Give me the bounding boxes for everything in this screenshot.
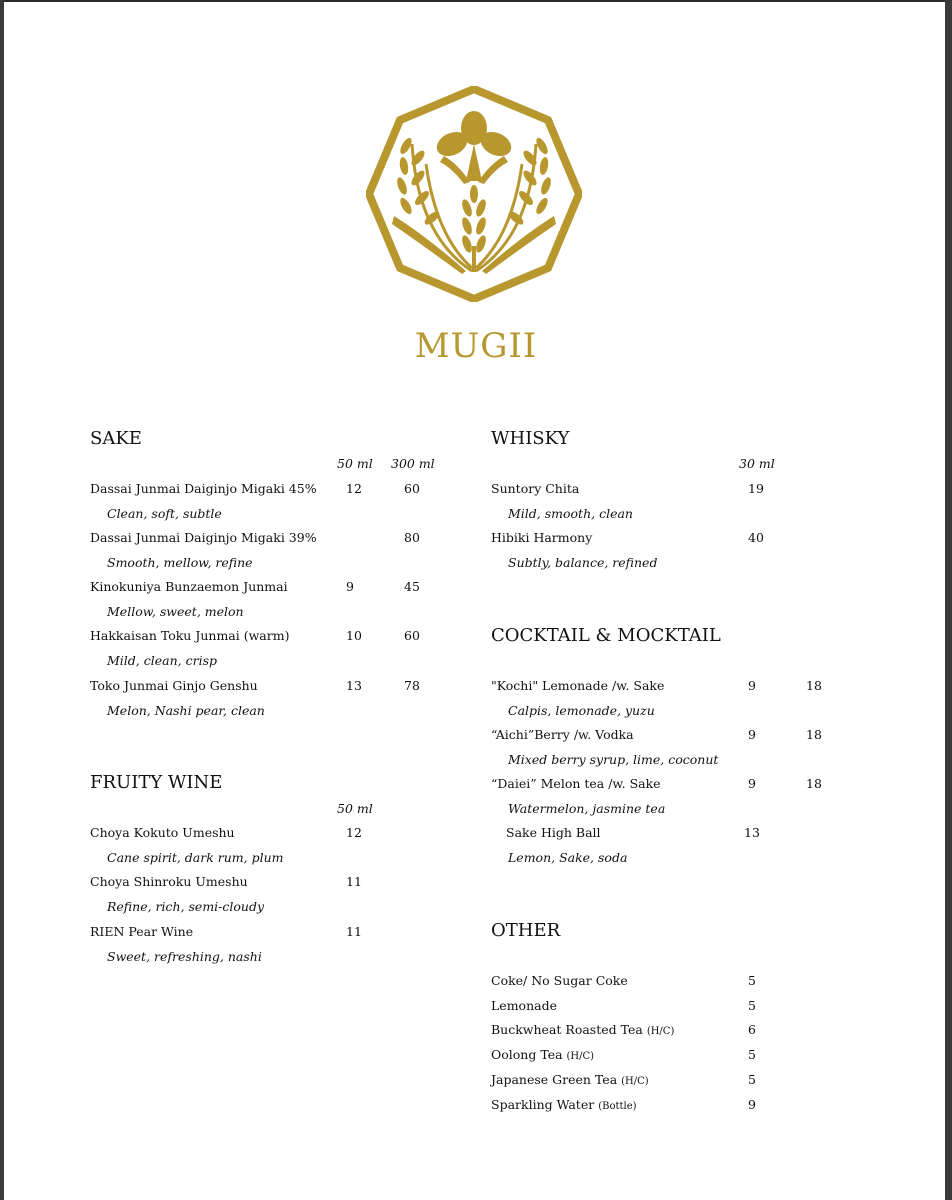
sake-item-price-300ml: 60 bbox=[404, 481, 420, 496]
fruity-wine-item-name: Choya Shinroku Umeshu bbox=[90, 874, 248, 889]
sake-item-price-50ml: 12 bbox=[346, 481, 362, 496]
whisky-item-price: 40 bbox=[748, 530, 764, 545]
other-section-title: OTHER bbox=[491, 920, 561, 941]
fruity-wine-item-price: 11 bbox=[346, 924, 362, 939]
fruity-wine-item-note: Sweet, refreshing, nashi bbox=[107, 949, 262, 964]
sake-item-price-50ml: 9 bbox=[346, 579, 354, 594]
sake-section-title: SAKE bbox=[90, 428, 142, 449]
sake-item-price-300ml: 60 bbox=[404, 628, 420, 643]
other-item bbox=[491, 1047, 594, 1062]
cocktail-item-price-with: 9 bbox=[748, 678, 756, 693]
sake-item-name: Kinokuniya Bunzaemon Junmai bbox=[90, 579, 288, 594]
mugii-crest-logo bbox=[366, 86, 582, 302]
other-item bbox=[491, 1022, 674, 1037]
sake-item-price-300ml: 45 bbox=[404, 579, 420, 594]
other-item-name: Lemonade bbox=[491, 998, 557, 1013]
other-item-name: Japanese Green Tea bbox=[491, 1072, 618, 1087]
cocktail-item-name: Sake High Ball bbox=[506, 825, 601, 840]
fruity-wine-item-price: 11 bbox=[346, 874, 362, 889]
other-item-suffix: (H/C) bbox=[646, 1026, 675, 1037]
other-item-price: 5 bbox=[748, 998, 756, 1013]
other-item-price: 6 bbox=[748, 1022, 756, 1037]
fruity-wine-item-note: Cane spirit, dark rum, plum bbox=[107, 850, 284, 865]
fruity-wine-item-price: 12 bbox=[346, 825, 362, 840]
sake-item-note: Melon, Nashi pear, clean bbox=[107, 703, 265, 718]
sake-item-note: Clean, soft, subtle bbox=[107, 506, 222, 521]
sake-item-price-300ml: 80 bbox=[404, 530, 420, 545]
cocktail-item-note: Lemon, Sake, soda bbox=[508, 850, 628, 865]
whisky-section-title: WHISKY bbox=[491, 428, 570, 449]
whisky-item-note: Subtly, balance, refined bbox=[508, 555, 658, 570]
other-item-suffix: (H/C) bbox=[566, 1051, 595, 1062]
cocktail-item-note: Watermelon, jasmine tea bbox=[508, 801, 666, 816]
sake-item-note: Mellow, sweet, melon bbox=[107, 604, 244, 619]
fruity-wine-item-name: Choya Kokuto Umeshu bbox=[90, 825, 235, 840]
other-item-name: Sparkling Water bbox=[491, 1097, 595, 1112]
fruity-wine-item-name: RIEN Pear Wine bbox=[90, 924, 194, 939]
other-item-name: Oolong Tea bbox=[491, 1047, 563, 1062]
sake-unit-300ml: 300 ml bbox=[391, 456, 435, 471]
cocktail-item-price-alt: 18 bbox=[806, 776, 822, 791]
other-item-price: 5 bbox=[748, 1072, 756, 1087]
other-item-price: 5 bbox=[748, 1047, 756, 1062]
other-item-suffix: (Bottle) bbox=[598, 1101, 637, 1112]
cocktail-item-price-with: 13 bbox=[744, 825, 760, 840]
whisky-item-name: Suntory Chita bbox=[491, 481, 580, 496]
window-edge-right bbox=[945, 0, 952, 1200]
sake-item-name: Hakkaisan Toku Junmai (warm) bbox=[90, 628, 290, 643]
cocktail-item-note: Calpis, lemonade, yuzu bbox=[508, 703, 655, 718]
whisky-item-note: Mild, smooth, clean bbox=[508, 506, 633, 521]
other-item bbox=[491, 1072, 649, 1087]
cocktail-section-title: COCKTAIL & MOCKTAIL bbox=[491, 625, 721, 646]
other-item bbox=[491, 973, 628, 988]
other-item-price: 5 bbox=[748, 973, 756, 988]
cocktail-item-note: Mixed berry syrup, lime, coconut bbox=[508, 752, 719, 767]
cocktail-item-name: “Daiei” Melon tea /w. Sake bbox=[491, 776, 661, 791]
sake-item-price-50ml: 13 bbox=[346, 678, 362, 693]
other-item-name: Buckwheat Roasted Tea bbox=[491, 1022, 643, 1037]
other-item bbox=[491, 998, 557, 1013]
cocktail-item-price-with: 9 bbox=[748, 727, 756, 742]
sake-item-name: Toko Junmai Ginjo Genshu bbox=[90, 678, 258, 693]
sake-unit-50ml: 50 ml bbox=[337, 456, 373, 471]
whisky-item-name: Hibiki Harmony bbox=[491, 530, 593, 545]
cocktail-item-price-with: 9 bbox=[748, 776, 756, 791]
fruity-wine-section-title: FRUITY WINE bbox=[90, 772, 223, 793]
cocktail-item-price-alt: 18 bbox=[806, 727, 822, 742]
fruity-wine-item-note: Refine, rich, semi-cloudy bbox=[107, 899, 265, 914]
other-item-name: Coke/ No Sugar Coke bbox=[491, 973, 628, 988]
other-item-suffix: (H/C) bbox=[621, 1076, 649, 1087]
other-item-price: 9 bbox=[748, 1097, 756, 1112]
sake-item-note: Mild, clean, crisp bbox=[107, 653, 217, 668]
sake-item-note: Smooth, mellow, refine bbox=[107, 555, 253, 570]
brand-title: MUGII bbox=[414, 326, 538, 366]
sake-item-price-300ml: 78 bbox=[404, 678, 420, 693]
sake-item-name: Dassai Junmai Daiginjo Migaki 45% bbox=[90, 481, 317, 496]
sake-item-price-50ml: 10 bbox=[346, 628, 362, 643]
cocktail-item-price-alt: 18 bbox=[806, 678, 822, 693]
other-item bbox=[491, 1097, 637, 1112]
whisky-unit-30ml: 30 ml bbox=[739, 456, 775, 471]
cocktail-item-name: “Aichi”Berry /w. Vodka bbox=[491, 727, 634, 742]
cocktail-item-name: "Kochi" Lemonade /w. Sake bbox=[491, 678, 665, 693]
whisky-item-price: 19 bbox=[748, 481, 764, 496]
sake-item-name: Dassai Junmai Daiginjo Migaki 39% bbox=[90, 530, 317, 545]
fruity-wine-unit-50ml: 50 ml bbox=[337, 801, 373, 816]
